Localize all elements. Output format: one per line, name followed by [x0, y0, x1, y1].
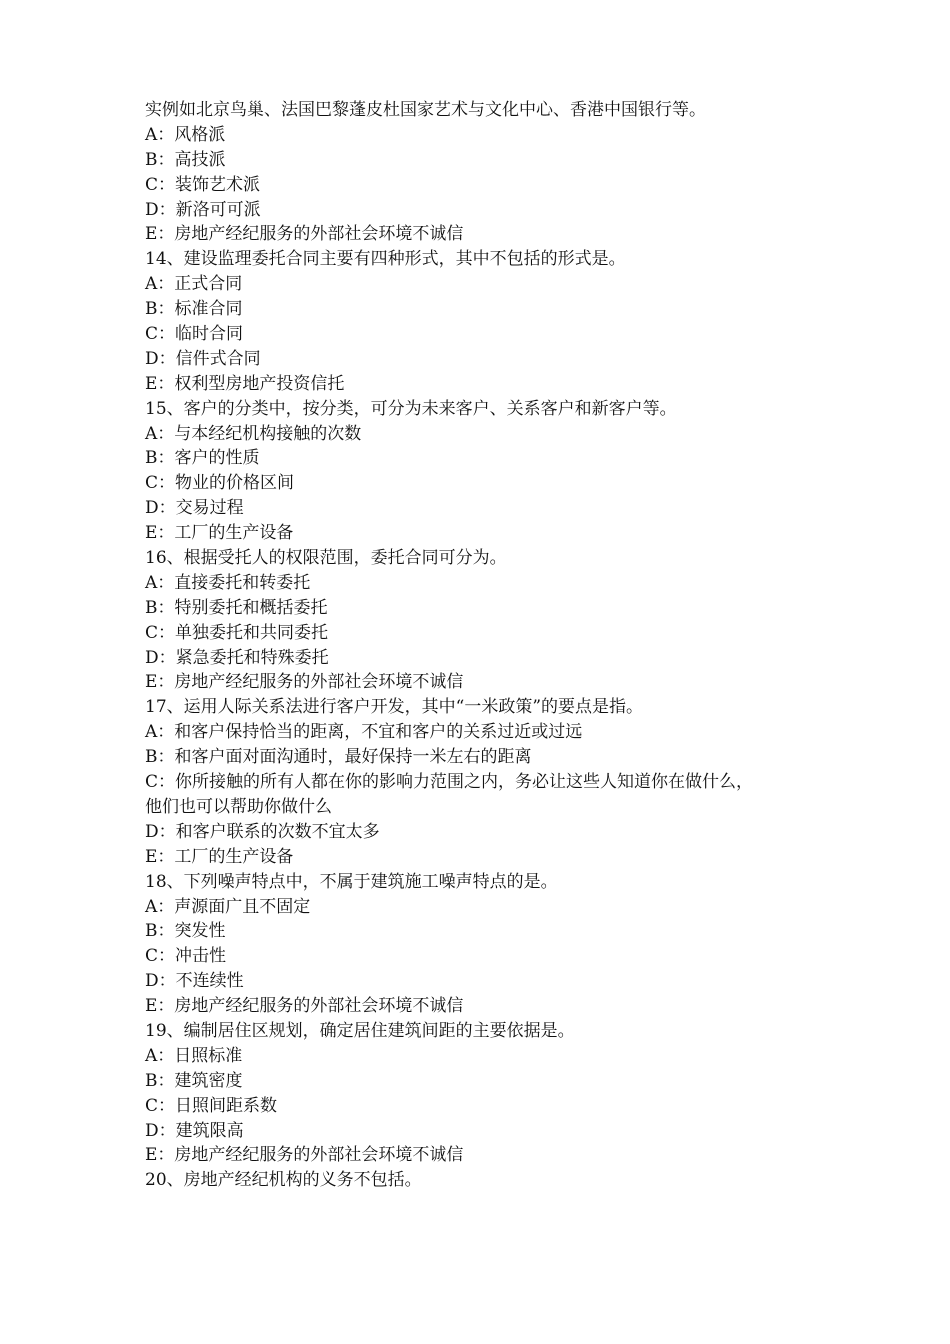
option-line: E：房地产经纪服务的外部社会环境不诚信	[145, 996, 464, 1017]
option-line: C：日照间距系数	[145, 1095, 278, 1116]
option-line: A：声源面广且不固定	[145, 896, 311, 917]
option-line: B：特别委托和概括委托	[145, 597, 328, 618]
option-line: E：房地产经纪服务的外部社会环境不诚信	[145, 1145, 464, 1166]
option-continuation-line: 他们也可以帮助你做什么	[145, 796, 332, 817]
option-line: B：和客户面对面沟通时，最好保持一米左右的距离	[145, 747, 532, 768]
option-line: E：工厂的生产设备	[145, 523, 294, 544]
option-line: C：你所接触的所有人都在你的影响力范围之内，务必让这些人知道你在做什么，	[145, 772, 754, 793]
option-line: C：单独委托和共同委托	[145, 622, 329, 643]
option-line: A：直接委托和转委托	[145, 572, 311, 593]
question-line: 15、客户的分类中，按分类，可分为未来客户、关系客户和新客户等。	[145, 398, 677, 419]
option-line: E：权利型房地产投资信托	[145, 373, 345, 394]
option-line: D：新洛可可派	[145, 199, 261, 220]
option-line: A：正式合同	[145, 274, 243, 295]
option-line: D：交易过程	[145, 498, 244, 519]
option-line: A：与本经纪机构接触的次数	[145, 423, 362, 444]
text-line: 实例如北京鸟巢、法国巴黎蓬皮杜国家艺术与文化中心、香港中国银行等。	[145, 100, 706, 120]
question-line: 17、运用人际关系法进行客户开发，其中“一米政策”的要点是指。	[145, 697, 644, 718]
question-line: 14、建设监理委托合同主要有四种形式，其中不包括的形式是。	[145, 249, 626, 270]
option-line: E：房地产经纪服务的外部社会环境不诚信	[145, 672, 464, 693]
option-line: E：工厂的生产设备	[145, 846, 294, 867]
question-line: 20、房地产经纪机构的义务不包括。	[145, 1170, 422, 1191]
option-line: A：和客户保持恰当的距离，不宜和客户的关系过近或过远	[145, 722, 583, 743]
option-line: C：临时合同	[145, 324, 244, 345]
option-line: B：突发性	[145, 921, 226, 942]
option-line: C：装饰艺术派	[145, 174, 261, 195]
option-line: D：信件式合同	[145, 348, 261, 369]
option-line: B：建筑密度	[145, 1070, 243, 1091]
option-line: D：建筑限高	[145, 1120, 244, 1141]
option-line: A：日照标准	[145, 1045, 243, 1066]
question-line: 19、编制居住区规划，确定居住建筑间距的主要依据是。	[145, 1020, 575, 1041]
question-line: 16、根据受托人的权限范围，委托合同可分为。	[145, 548, 507, 569]
option-line: E：房地产经纪服务的外部社会环境不诚信	[145, 224, 464, 245]
option-line: B：客户的性质	[145, 448, 260, 469]
option-line: C：冲击性	[145, 946, 227, 967]
option-line: D：和客户联系的次数不宜太多	[145, 821, 380, 842]
option-line: D：紧急委托和特殊委托	[145, 647, 329, 668]
option-line: B：标准合同	[145, 299, 243, 320]
document-body	[145, 98, 825, 1193]
option-line: C：物业的价格区间	[145, 473, 295, 494]
option-line: B：高技派	[145, 149, 226, 170]
option-line: A：风格派	[145, 124, 226, 145]
question-line: 18、下列噪声特点中，不属于建筑施工噪声特点的是。	[145, 871, 558, 892]
option-line: D：不连续性	[145, 971, 244, 992]
